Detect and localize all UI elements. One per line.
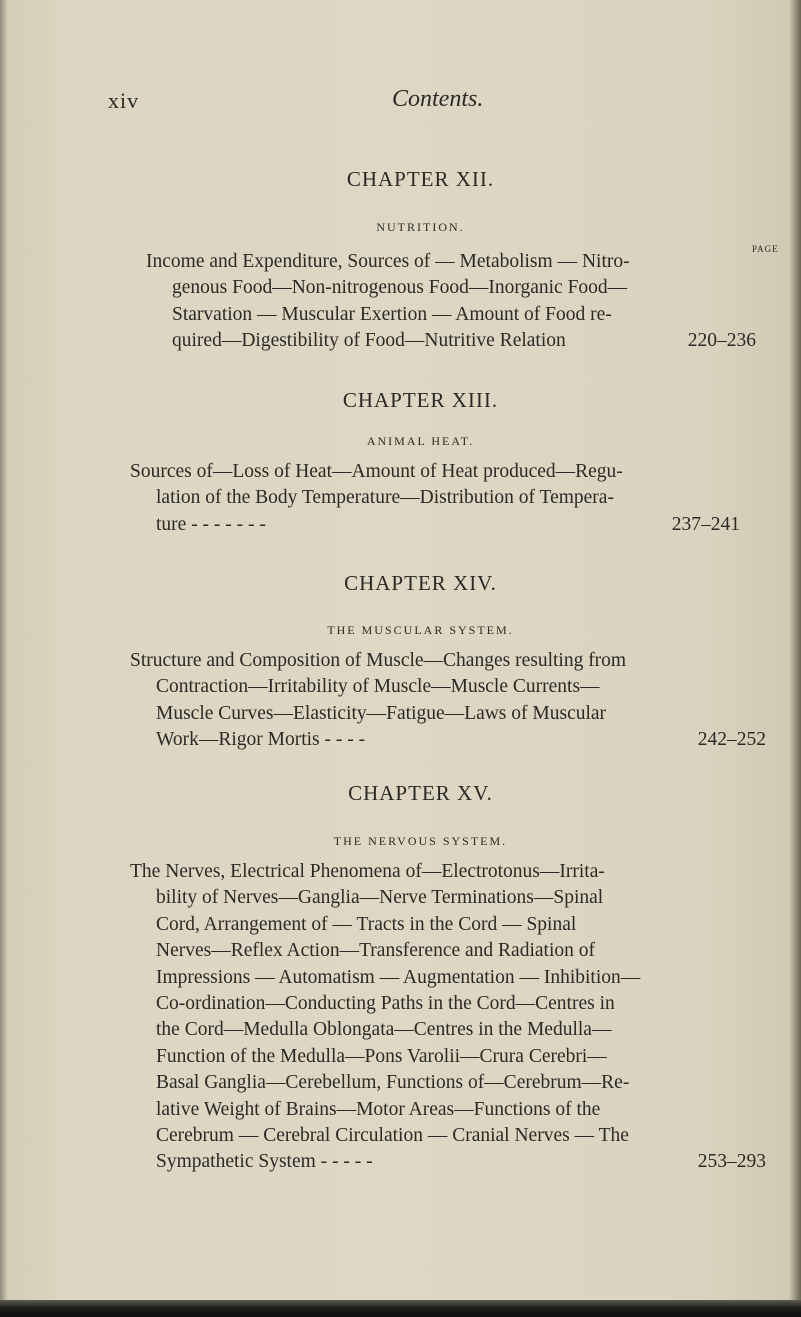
page-range: 242–252 — [697, 729, 766, 751]
entry-line-text: Sympathetic System - - - - - — [156, 1151, 373, 1173]
page-range: 253–293 — [697, 1151, 766, 1173]
page-right-edge — [789, 0, 801, 1317]
chapter-entry — [146, 249, 756, 355]
entry-line-last — [146, 328, 756, 354]
entry-line: Function of the Medulla—Pons Varolii—Crura Cerebri— — [156, 1045, 607, 1067]
entry-line-text: quired—Digestibility of Food—Nutritive Relation — [172, 330, 566, 352]
entry-line: Contraction—Irritability of Muscle—Muscle Currents— — [156, 676, 600, 698]
page-bottom-edge — [0, 1300, 801, 1317]
entry-line: Cord, Arrangement of — Tracts in the Cord — Spinal — [156, 913, 577, 935]
entry-line-last — [130, 727, 766, 753]
entry-line: Income and Expenditure, Sources of — Metabolism — Nitro- — [146, 251, 630, 272]
page-left-edge — [0, 0, 8, 1317]
entry-line: bility of Nerves—Ganglia—Nerve Terminations—Spinal — [156, 887, 604, 909]
entry-line-text: Work—Rigor Mortis - - - - — [156, 729, 366, 751]
entry-line: Structure and Composition of Muscle—Changes resulting from — [130, 650, 627, 671]
chapter-heading: CHAPTER XII. — [346, 167, 495, 191]
entry-line: Nerves—Reflex Action—Transference and Radiation of — [156, 940, 595, 962]
entry-line: the Cord—Medulla Oblongata—Centres in the Medulla— — [156, 1019, 612, 1041]
entry-line-last — [130, 1149, 766, 1175]
entry-line-last — [130, 512, 740, 538]
entry-line: The Nerves, Electrical Phenomena of—Electrotonus—Irrita- — [130, 861, 605, 882]
page-range: 220–236 — [687, 330, 756, 352]
chapter-heading: CHAPTER XIV. — [344, 571, 497, 595]
chapter-heading: CHAPTER XV. — [348, 781, 493, 805]
entry-line: Basal Ganglia—Cerebellum, Functions of—Cerebrum—Re- — [156, 1072, 630, 1094]
entry-line: Sources of—Loss of Heat—Amount of Heat produced—Regu- — [130, 461, 623, 482]
entry-line: genous Food—Non-nitrogenous Food—Inorganic Food— — [172, 277, 628, 299]
entry-line: Muscle Curves—Elasticity—Fatigue—Laws of Muscular — [156, 702, 607, 724]
chapter-subject: ANIMAL HEAT. — [366, 434, 475, 448]
entry-line: Starvation — Muscular Exertion — Amount of Food re- — [172, 303, 612, 325]
entry-line: Co-ordination—Conducting Paths in the Cord—Centres in — [156, 993, 615, 1015]
chapter-entry — [130, 459, 740, 538]
chapter-subject: NUTRITION. — [376, 220, 465, 234]
chapter-subject: THE NERVOUS SYSTEM. — [333, 834, 508, 848]
chapter-heading: CHAPTER XIII. — [342, 388, 499, 412]
entry-line: Impressions — Automatism — Augmentation — Inhibition— — [156, 966, 641, 988]
running-title: Contents. — [392, 86, 484, 112]
entry-line: lation of the Body Temperature—Distribution of Tempera- — [156, 487, 614, 509]
running-header — [0, 84, 801, 124]
page-folio: xiv — [108, 88, 140, 113]
chapter-subject: THE MUSCULAR SYSTEM. — [327, 623, 514, 637]
chapter-entry — [130, 648, 766, 754]
entry-line: Cerebrum — Cerebral Circulation — Cranial Nerves — The — [156, 1125, 629, 1147]
entry-line: lative Weight of Brains—Motor Areas—Functions of the — [156, 1098, 601, 1120]
page-column-label: PAGE — [752, 244, 779, 254]
page-range: 237–241 — [671, 513, 740, 535]
chapter-entry — [130, 859, 766, 1176]
entry-line-text: ture - - - - - - - — [156, 513, 266, 535]
